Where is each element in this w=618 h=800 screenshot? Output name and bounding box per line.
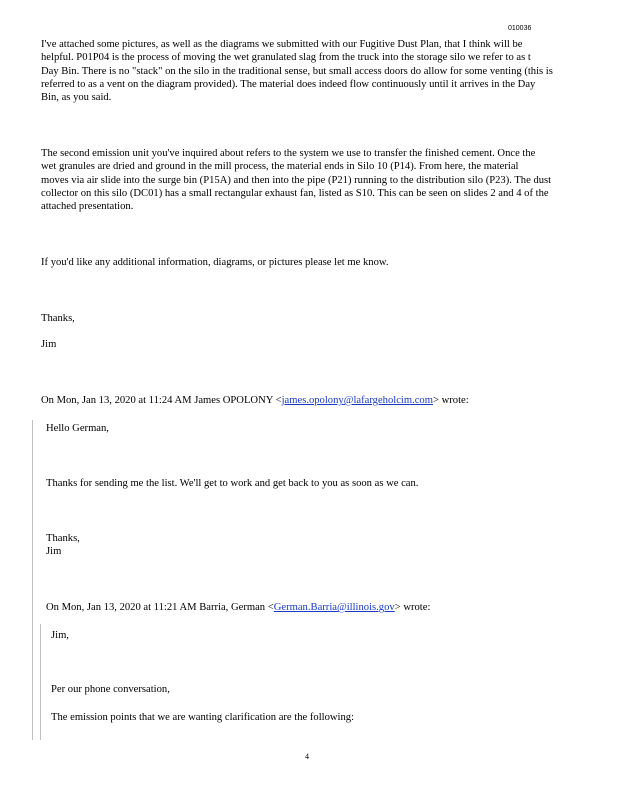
reply-header-1-suffix: > wrote: xyxy=(432,395,469,406)
reply-header-2 xyxy=(46,601,430,614)
body-paragraph-2: The second emission unit you've inquired about refers to the system we use to transfer the finished cement. Once the wet granules are dried and ground in the mill process, the material ends in Silo 10 (P14). From here, the material moves via air slide into the surge bin (P15A) and then into the pipe (P21) running to the distribution silo (P23). The dust collector on this silo (DC01) has a small rectangular exhaust fan, listed as S10. This can be seen on slides 2 and 4 of the attached presentation. xyxy=(41,148,552,213)
document-id: 010036 xyxy=(508,25,532,32)
reply-1-greeting: Hello German, xyxy=(46,423,109,434)
reply-2-line-1: Per our phone conversation, xyxy=(51,684,170,695)
email-link-german[interactable]: German.Barria@illinois.gov xyxy=(273,602,395,613)
closing: Thanks, xyxy=(41,313,75,324)
reply-2-greeting: Jim, xyxy=(51,630,69,641)
quote-bar-1 xyxy=(32,420,33,740)
page-number: 4 xyxy=(305,752,309,761)
quote-bar-2 xyxy=(40,624,41,740)
reply-header-2-prefix: On Mon, Jan 13, 2020 at 11:21 AM Barria, German < xyxy=(46,602,274,613)
reply-header-2-suffix: > wrote: xyxy=(394,602,431,613)
reply-header-1-prefix: On Mon, Jan 13, 2020 at 11:24 AM James OPOLONY < xyxy=(41,395,282,406)
reply-1-closing: Thanks, xyxy=(46,533,80,544)
email-link-james[interactable]: james.opolony@lafargeholcim.com xyxy=(281,395,433,406)
body-paragraph-3: If you'd like any additional information, diagrams, or pictures please let me know. xyxy=(41,257,389,268)
reply-2-line-2: The emission points that we are wanting clarification are the following: xyxy=(51,712,355,723)
signature: Jim xyxy=(41,339,57,350)
reply-1-body: Thanks for sending me the list. We'll get to work and get back to you as soon as we can. xyxy=(46,478,419,489)
body-paragraph-1: I've attached some pictures, as well as the diagrams we submitted with our Fugitive Dust Plan, that I think will be helpful. P01P04 is the process of moving the wet granulated slag from the truck into the storage silo we refer to as t Day Bin. There is no "stack" on the silo in the traditional sense, but small access doors do allow for some venting (this is referred to as a vent on the diagram provided). The material does indeed flow continuously until it arrives in the Day Bin, as you said. xyxy=(41,39,553,104)
reply-1-signature: Jim xyxy=(46,546,62,557)
reply-header-1 xyxy=(41,394,469,407)
